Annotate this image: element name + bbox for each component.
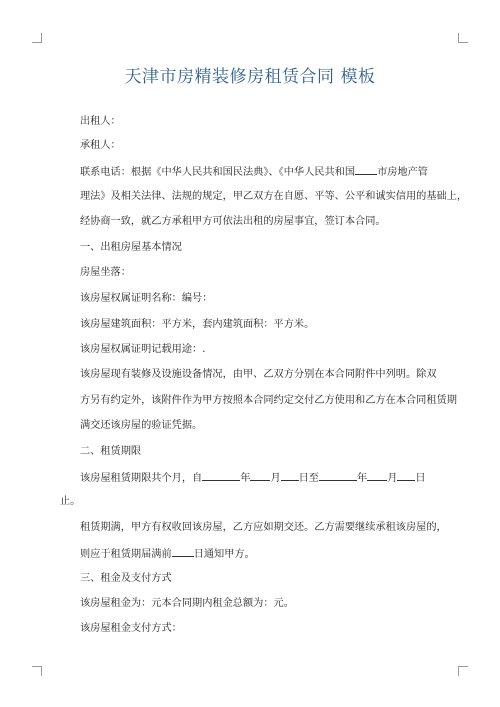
renewal-text-b: 日通知甲方。	[193, 549, 255, 560]
document-title: 天津市房精装修房租赁合同 模板	[124, 67, 376, 87]
blank-underline	[367, 470, 387, 481]
crop-mark-top-left	[32, 33, 42, 43]
intro-line-2: 理法》及相关法律、法规的规定，甲乙双方在自愿、平等、公平和诚实信用的基础上，	[80, 191, 468, 202]
fixtures-line-1: 该房屋现有装修及设施设备情况，由甲、乙双方分别在本合同附件中列明。除双	[80, 369, 437, 380]
lease-term-year-2: 年	[357, 473, 368, 484]
house-use: 该房屋权属证明记载用途：.	[80, 344, 206, 355]
blank-underline	[281, 470, 299, 481]
intro-text-a: 联系电话：根据《中华人民共和国民法典》、《中华人民共和国	[80, 167, 356, 178]
crop-mark-bottom-left	[32, 666, 42, 676]
intro-line-1	[80, 164, 428, 180]
intro-text-b: 市房地产管	[377, 167, 428, 178]
fixtures-line-3: 满交还该房屋的验证凭据。	[80, 420, 203, 431]
blank-underline	[202, 470, 240, 481]
blank-underline	[397, 470, 415, 481]
section2-heading: 二、租赁期限	[80, 446, 142, 457]
blank-underline	[172, 546, 194, 557]
lease-term-year-1: 年	[240, 473, 251, 484]
house-area: 该房屋建筑面积：平方米，套内建筑面积：平方米。	[80, 319, 315, 330]
lease-term-day-to: 日至	[298, 473, 319, 484]
intro-line-3: 经协商一致，就乙方承租甲方可依法出租的房屋事宜，签订本合同。	[80, 216, 386, 227]
blank-underline	[355, 164, 377, 175]
rent-amount: 该房屋租金为：元本合同期内租金总额为：元。	[80, 598, 294, 609]
lessor-line: 出租人：	[80, 116, 121, 127]
renewal-text-a: 则应于租赁期届满前	[80, 549, 172, 560]
lease-term-text: 该房屋租赁期限共个月，自	[80, 473, 203, 484]
rent-payment-method: 该房屋租金支付方式：	[80, 623, 182, 634]
lease-term-line	[80, 470, 426, 486]
section3-heading: 三、租金及支付方式	[80, 573, 172, 584]
house-location: 房屋坐落：	[80, 267, 131, 278]
blank-underline	[319, 470, 357, 481]
fixtures-line-2: 方另有约定外，该附件作为甲方按照本合同约定交付乙方使用和乙方在本合同租赁期	[80, 395, 457, 406]
blank-underline	[250, 470, 270, 481]
renewal-line-1: 租赁期满，甲方有权收回该房屋，乙方应如期交还。乙方需要继续承租该房屋的，	[80, 522, 447, 533]
lease-term-month-2: 月	[387, 473, 398, 484]
crop-mark-top-right	[458, 33, 468, 43]
lessee-line: 承租人：	[80, 140, 121, 151]
lease-term-day-2: 日	[415, 473, 426, 484]
ownership-cert-name: 该房屋权属证明名称：编号：	[80, 293, 213, 304]
lease-term-month-1: 月	[270, 473, 281, 484]
section1-heading: 一、出租房屋基本情况	[80, 242, 182, 253]
lease-term-end: 止。	[60, 496, 81, 507]
renewal-line-2	[80, 546, 255, 562]
crop-mark-bottom-right	[458, 666, 468, 676]
